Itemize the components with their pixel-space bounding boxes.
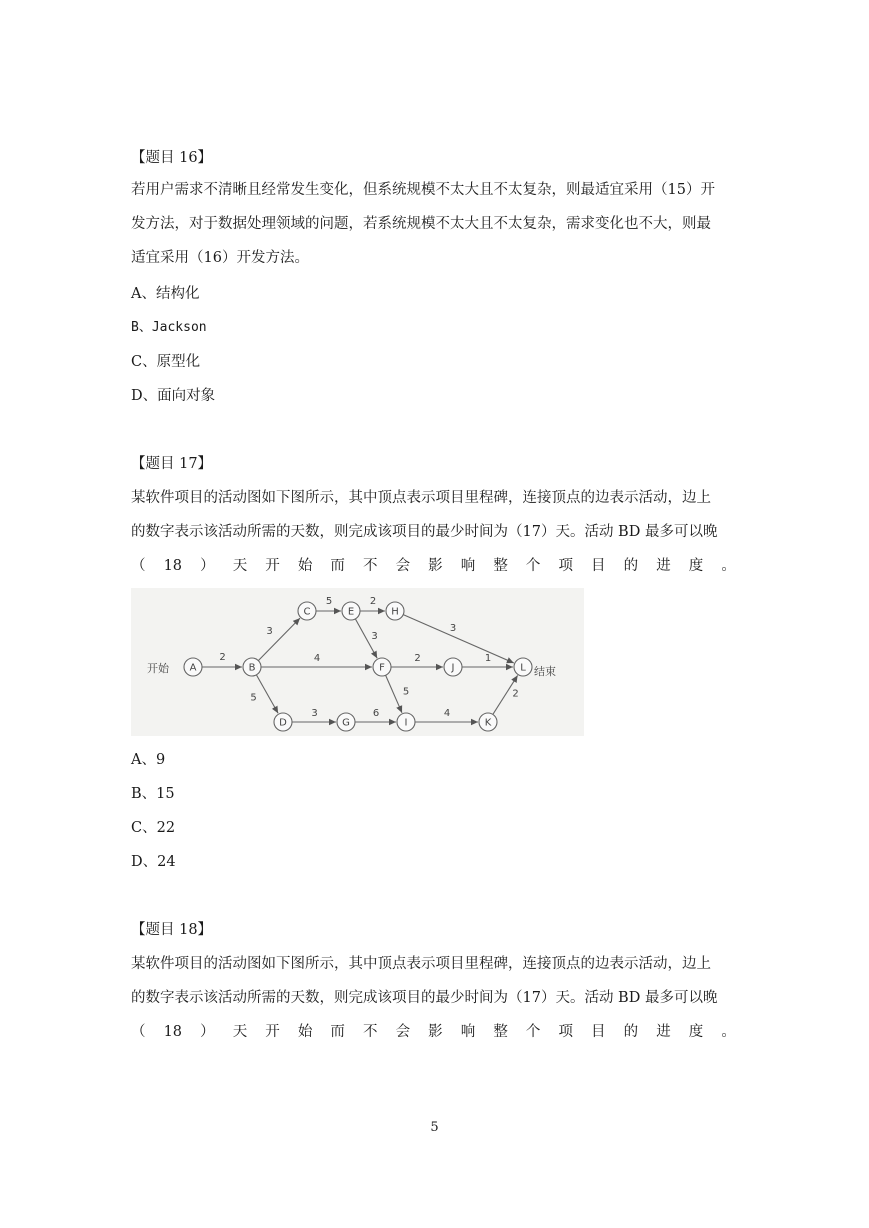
question-17-option-a: A、9 (131, 752, 166, 768)
justified-char: 度 (688, 1024, 704, 1040)
node-label: L (520, 662, 526, 674)
justified-char: 目 (591, 558, 606, 574)
node-label: J (451, 662, 455, 674)
justified-char: 度 (688, 558, 704, 574)
justified-char: 而 (330, 558, 345, 574)
node-H (386, 602, 404, 620)
justified-char: 开 (265, 558, 280, 574)
question-17-option-d: D、24 (131, 854, 176, 870)
justified-char: 。 (721, 1024, 736, 1040)
justified-char: 始 (297, 1024, 313, 1040)
node-D (274, 713, 292, 731)
justified-char: 的 (623, 558, 639, 574)
justified-char: 开 (265, 1024, 280, 1040)
question-16-text-line-1: 若用户需求不清晰且经常发生变化，但系统规模不太大且不太复杂，则最适宜采用（15）开 (131, 182, 715, 198)
start-label: 开始 (147, 662, 169, 675)
node-L (514, 658, 532, 676)
edge-label-A-B: 2 (219, 652, 226, 663)
edge-label-C-E: 5 (325, 596, 333, 607)
question-17-text-line-3 (131, 556, 736, 576)
justified-char: 18 (163, 558, 183, 574)
justified-char: 不 (363, 558, 378, 574)
justified-char: 项 (558, 558, 573, 574)
justified-char: 项 (558, 1024, 573, 1040)
justified-char: 整 (493, 1024, 508, 1040)
node-A (184, 658, 202, 676)
node-label: F (379, 662, 385, 674)
justified-char: 天 (232, 558, 248, 574)
activity-network-diagram (131, 588, 584, 736)
justified-char: 个 (525, 1024, 541, 1040)
node-J (444, 658, 462, 676)
edge-label-B-F: 4 (313, 653, 321, 664)
justified-char: 整 (493, 558, 508, 574)
question-16-text-line-3: 适宜采用（16）开发方法。 (131, 250, 309, 266)
question-18-text-line-3 (131, 1022, 736, 1042)
edge-label-E-F: 3 (371, 631, 378, 642)
node-label: I (404, 717, 408, 729)
edge-label-K-L: 2 (512, 688, 519, 700)
justified-char: （ (131, 1024, 146, 1040)
question-16-title: 【题目 16】 (131, 150, 213, 166)
node-label: A (189, 662, 197, 674)
edge-label-B-C: 3 (266, 626, 273, 637)
edge-label-F-I: 5 (402, 686, 410, 698)
justified-char: 会 (395, 1024, 411, 1040)
question-17-option-c: C、22 (131, 820, 176, 836)
justified-char: 18 (163, 1024, 183, 1040)
end-label: 结束 (534, 665, 556, 678)
justified-char: 的 (623, 1024, 639, 1040)
question-17-text-line-2: 的数字表示该活动所需的天数，则完成该项目的最少时间为（17）天。活动 BD 最多可以晚 (131, 524, 718, 540)
question-16-text-line-2: 发方法，对于数据处理领域的问题，若系统规模不太大且不太复杂，需求变化也不大，则最 (131, 216, 711, 232)
edge-label-H-L: 3 (449, 623, 457, 634)
justified-char: 始 (297, 558, 313, 574)
question-17-text-line-1: 某软件项目的活动图如下图所示，其中顶点表示项目里程碑，连接顶点的边表示活动，边上 (131, 490, 711, 506)
node-F (373, 658, 391, 676)
justified-char: 响 (460, 1024, 476, 1040)
edge-label-E-H: 2 (369, 596, 377, 607)
node-K (479, 713, 497, 731)
justified-char: 影 (428, 1024, 443, 1040)
node-E (342, 602, 360, 620)
question-16-option-b: B、Jackson (131, 320, 207, 335)
justified-char: 不 (363, 1024, 378, 1040)
node-label: G (342, 717, 350, 729)
edge-label-I-K: 4 (443, 708, 451, 719)
node-label: K (484, 717, 492, 729)
node-label: D (279, 717, 287, 729)
edge-label-B-D: 5 (250, 692, 257, 704)
edge-B-C (258, 618, 300, 660)
question-17-title: 【题目 17】 (131, 456, 213, 472)
justified-char: 目 (591, 1024, 606, 1040)
question-16-option-c: C、原型化 (131, 354, 201, 370)
justified-char: 。 (721, 558, 736, 574)
question-18-text-line-2: 的数字表示该活动所需的天数，则完成该项目的最少时间为（17）天。活动 BD 最多可以晚 (131, 990, 718, 1006)
question-17-option-b: B、15 (131, 786, 175, 802)
justified-char: 而 (330, 1024, 345, 1040)
question-18-text-line-1: 某软件项目的活动图如下图所示，其中顶点表示项目里程碑，连接顶点的边表示活动，边上 (131, 956, 711, 972)
node-I (397, 713, 415, 731)
justified-char: 天 (232, 1024, 248, 1040)
edge-F-I (386, 675, 402, 713)
justified-char: 会 (395, 558, 411, 574)
node-label: H (391, 606, 399, 618)
edge-label-F-J: 2 (414, 653, 421, 664)
node-label: C (303, 606, 311, 618)
edge-label-D-G: 3 (311, 708, 318, 719)
question-16-option-d: D、面向对象 (131, 388, 216, 404)
question-18-title: 【题目 18】 (131, 922, 213, 938)
page-number: 5 (430, 1120, 439, 1135)
edge-label-G-I: 6 (372, 708, 380, 719)
node-B (243, 658, 261, 676)
node-label: B (248, 662, 256, 674)
justified-char: 进 (656, 1024, 671, 1040)
justified-char: （ (131, 558, 146, 574)
justified-char: 响 (460, 558, 476, 574)
edge-label-J-L: 1 (484, 653, 492, 664)
node-G (337, 713, 355, 731)
justified-char: 个 (525, 558, 541, 574)
question-16-option-a: A、结构化 (131, 286, 200, 302)
edge-B-D (256, 675, 278, 713)
justified-char: ） (200, 1024, 215, 1040)
node-C (298, 602, 316, 620)
activity-network-svg (131, 588, 584, 736)
node-label: E (347, 606, 355, 618)
justified-char: ） (200, 558, 215, 574)
justified-char: 影 (428, 558, 443, 574)
justified-char: 进 (656, 558, 671, 574)
